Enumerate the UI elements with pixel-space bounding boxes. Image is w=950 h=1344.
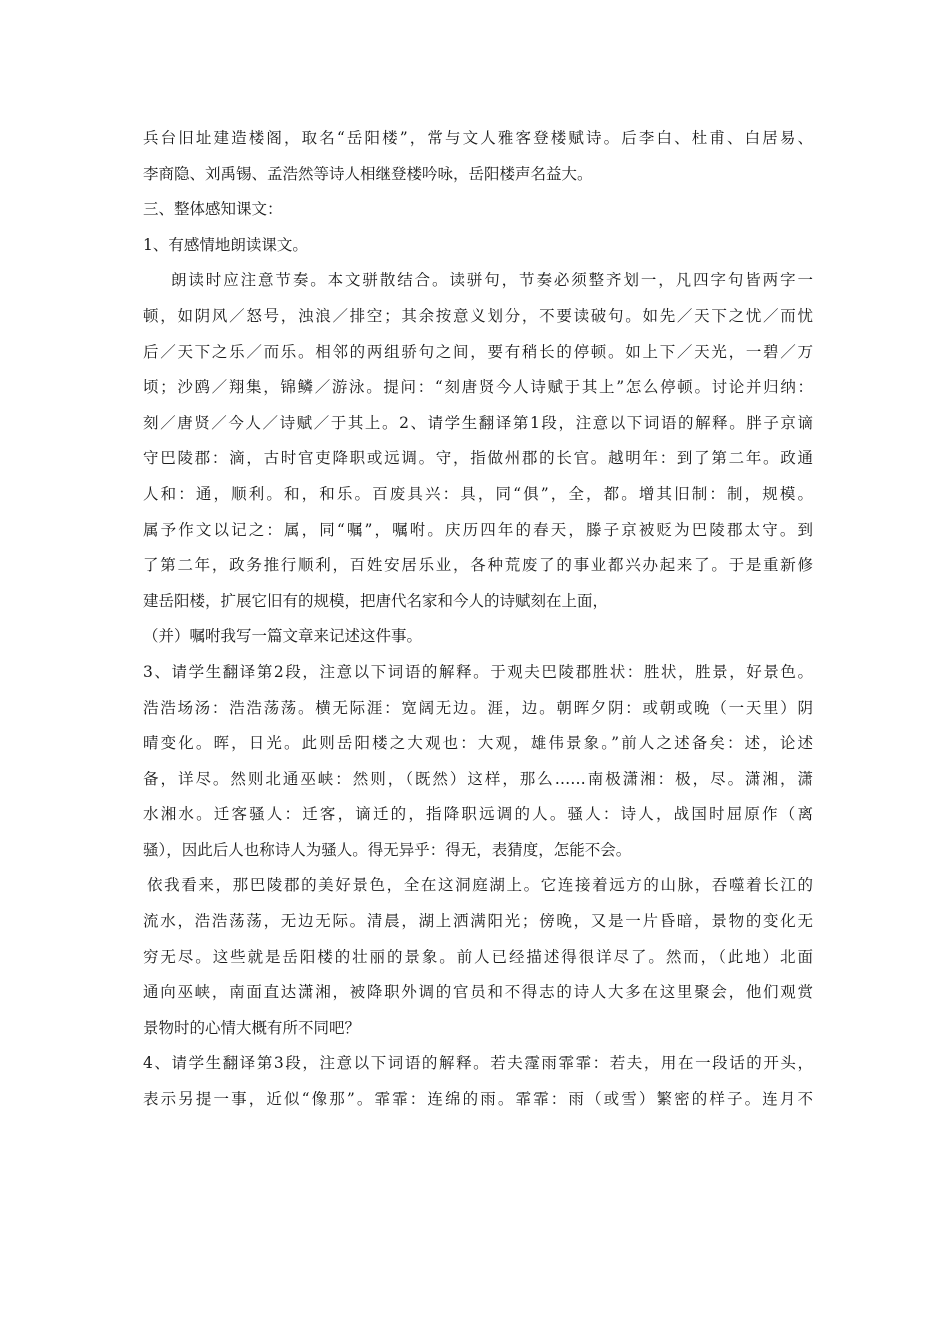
- text-line: 4、请学生翻译第3段，注意以下词语的解释。若夫霪雨霏霏：若夫，用在一段话的开头，: [143, 1054, 813, 1073]
- text-line: 骚），因此后人也称诗人为骚人。得无异乎：得无，表猜度，怎能不会。: [143, 840, 632, 859]
- text-line: 李商隐、刘禹锡、孟浩然等诗人相继登楼吟咏，岳阳楼声名益大。: [143, 164, 593, 183]
- text-line: 流水，浩浩荡荡，无边无际。清晨，湖上洒满阳光；傍晚，又是一片昏暗，景物的变化无: [143, 912, 813, 931]
- text-line: （并）嘱咐我写一篇文章来记述这件事。: [143, 627, 423, 646]
- text-line: 后／天下之乐／而乐。相邻的两组骄句之间，要有稍长的停顿。如上下／天光，一碧／万: [143, 342, 813, 361]
- section-heading: 三、整体感知课文：: [143, 200, 283, 219]
- text-line: 顷；沙鸥／翔集，锦鳞／游泳。提问：“刻唐贤今人诗赋于其上”怎么停顿。讨论并归纳：: [143, 378, 813, 397]
- text-line: 朗读时应注意节奏。本文骈散结合。读骈句，节奏必须整齐划一，凡四字句皆两字一: [171, 271, 813, 290]
- text-line: 晴变化。晖，日光。此则岳阳楼之大观也：大观，雄伟景象。”前人之述备矣：述，论述: [143, 734, 813, 753]
- text-line: 1、有感情地朗读课文。: [143, 235, 308, 254]
- text-line: 刻／唐贤／今人／诗赋／于其上。2、请学生翻译第1段，注意以下词语的解释。胖子京谪: [143, 413, 813, 432]
- text-line: 穷无尽。这些就是岳阳楼的壮丽的景象。前人已经描述得很详尽了。然而，（此地）北面: [143, 947, 813, 966]
- text-line: 兵台旧址建造楼阁，取名“岳阳楼”，常与文人雅客登楼赋诗。后李白、杜甫、白居易、: [143, 129, 813, 147]
- text-line: 依我看来，那巴陵郡的美好景色，全在这洞庭湖上。它连接着远方的山脉，吞噬着长江的: [147, 876, 813, 895]
- text-line: 守巴陵郡：滴，古时官吏降职或远调。守，指做州郡的长官。越明年：到了第二年。政通: [143, 449, 813, 468]
- text-line: 人和：通，顺利。和，和乐。百废具兴：具，同“俱”，全，都。增其旧制：制，规模。: [143, 484, 813, 503]
- document-page: [143, 121, 813, 1118]
- text-line: 3、请学生翻译第2段，注意以下词语的解释。于观夫巴陵郡胜状：胜状，胜景，好景色。: [143, 662, 813, 681]
- text-line: 浩浩场汤：浩浩荡荡。横无际涯：宽阔无边。涯，边。朝晖夕阴：或朝或晚（一天里）阴: [143, 698, 813, 717]
- text-line: 属予作文以记之：属，同“嘱”，嘱咐。庆历四年的春天，滕子京被贬为巴陵郡太守。到: [143, 520, 813, 539]
- text-line: 备，详尽。然则北通巫峡：然则，（既然）这样，那么……南极潇湘：极，尽。潇湘，潇: [143, 769, 813, 788]
- text-line: 顿，如阴风／怒号，浊浪／排空；其余按意义划分，不要读破句。如先／天下之忧／而忧: [143, 306, 813, 325]
- text-line: 建岳阳楼，扩展它旧有的规模，把唐代名家和今人的诗赋刻在上面，: [143, 591, 609, 610]
- text-line: 了第二年，政务推行顺利，百姓安居乐业，各种荒废了的事业都兴办起来了。于是重新修: [143, 556, 813, 575]
- text-line: 景物时的心情大概有所不同吧？: [143, 1018, 361, 1037]
- text-line: 通向巫峡，南面直达潇湘，被降职外调的官员和不得志的诗人大多在这里聚会，他们观赏: [143, 983, 813, 1002]
- text-line: 水湘水。迁客骚人：迁客，谪迁的，指降职远调的人。骚人：诗人，战国时屈原作（离: [143, 805, 813, 824]
- text-line: 表示另提一事，近似“像那”。霏霏：连绵的雨。霏霏：雨（或雪）繁密的样子。连月不: [143, 1090, 813, 1109]
